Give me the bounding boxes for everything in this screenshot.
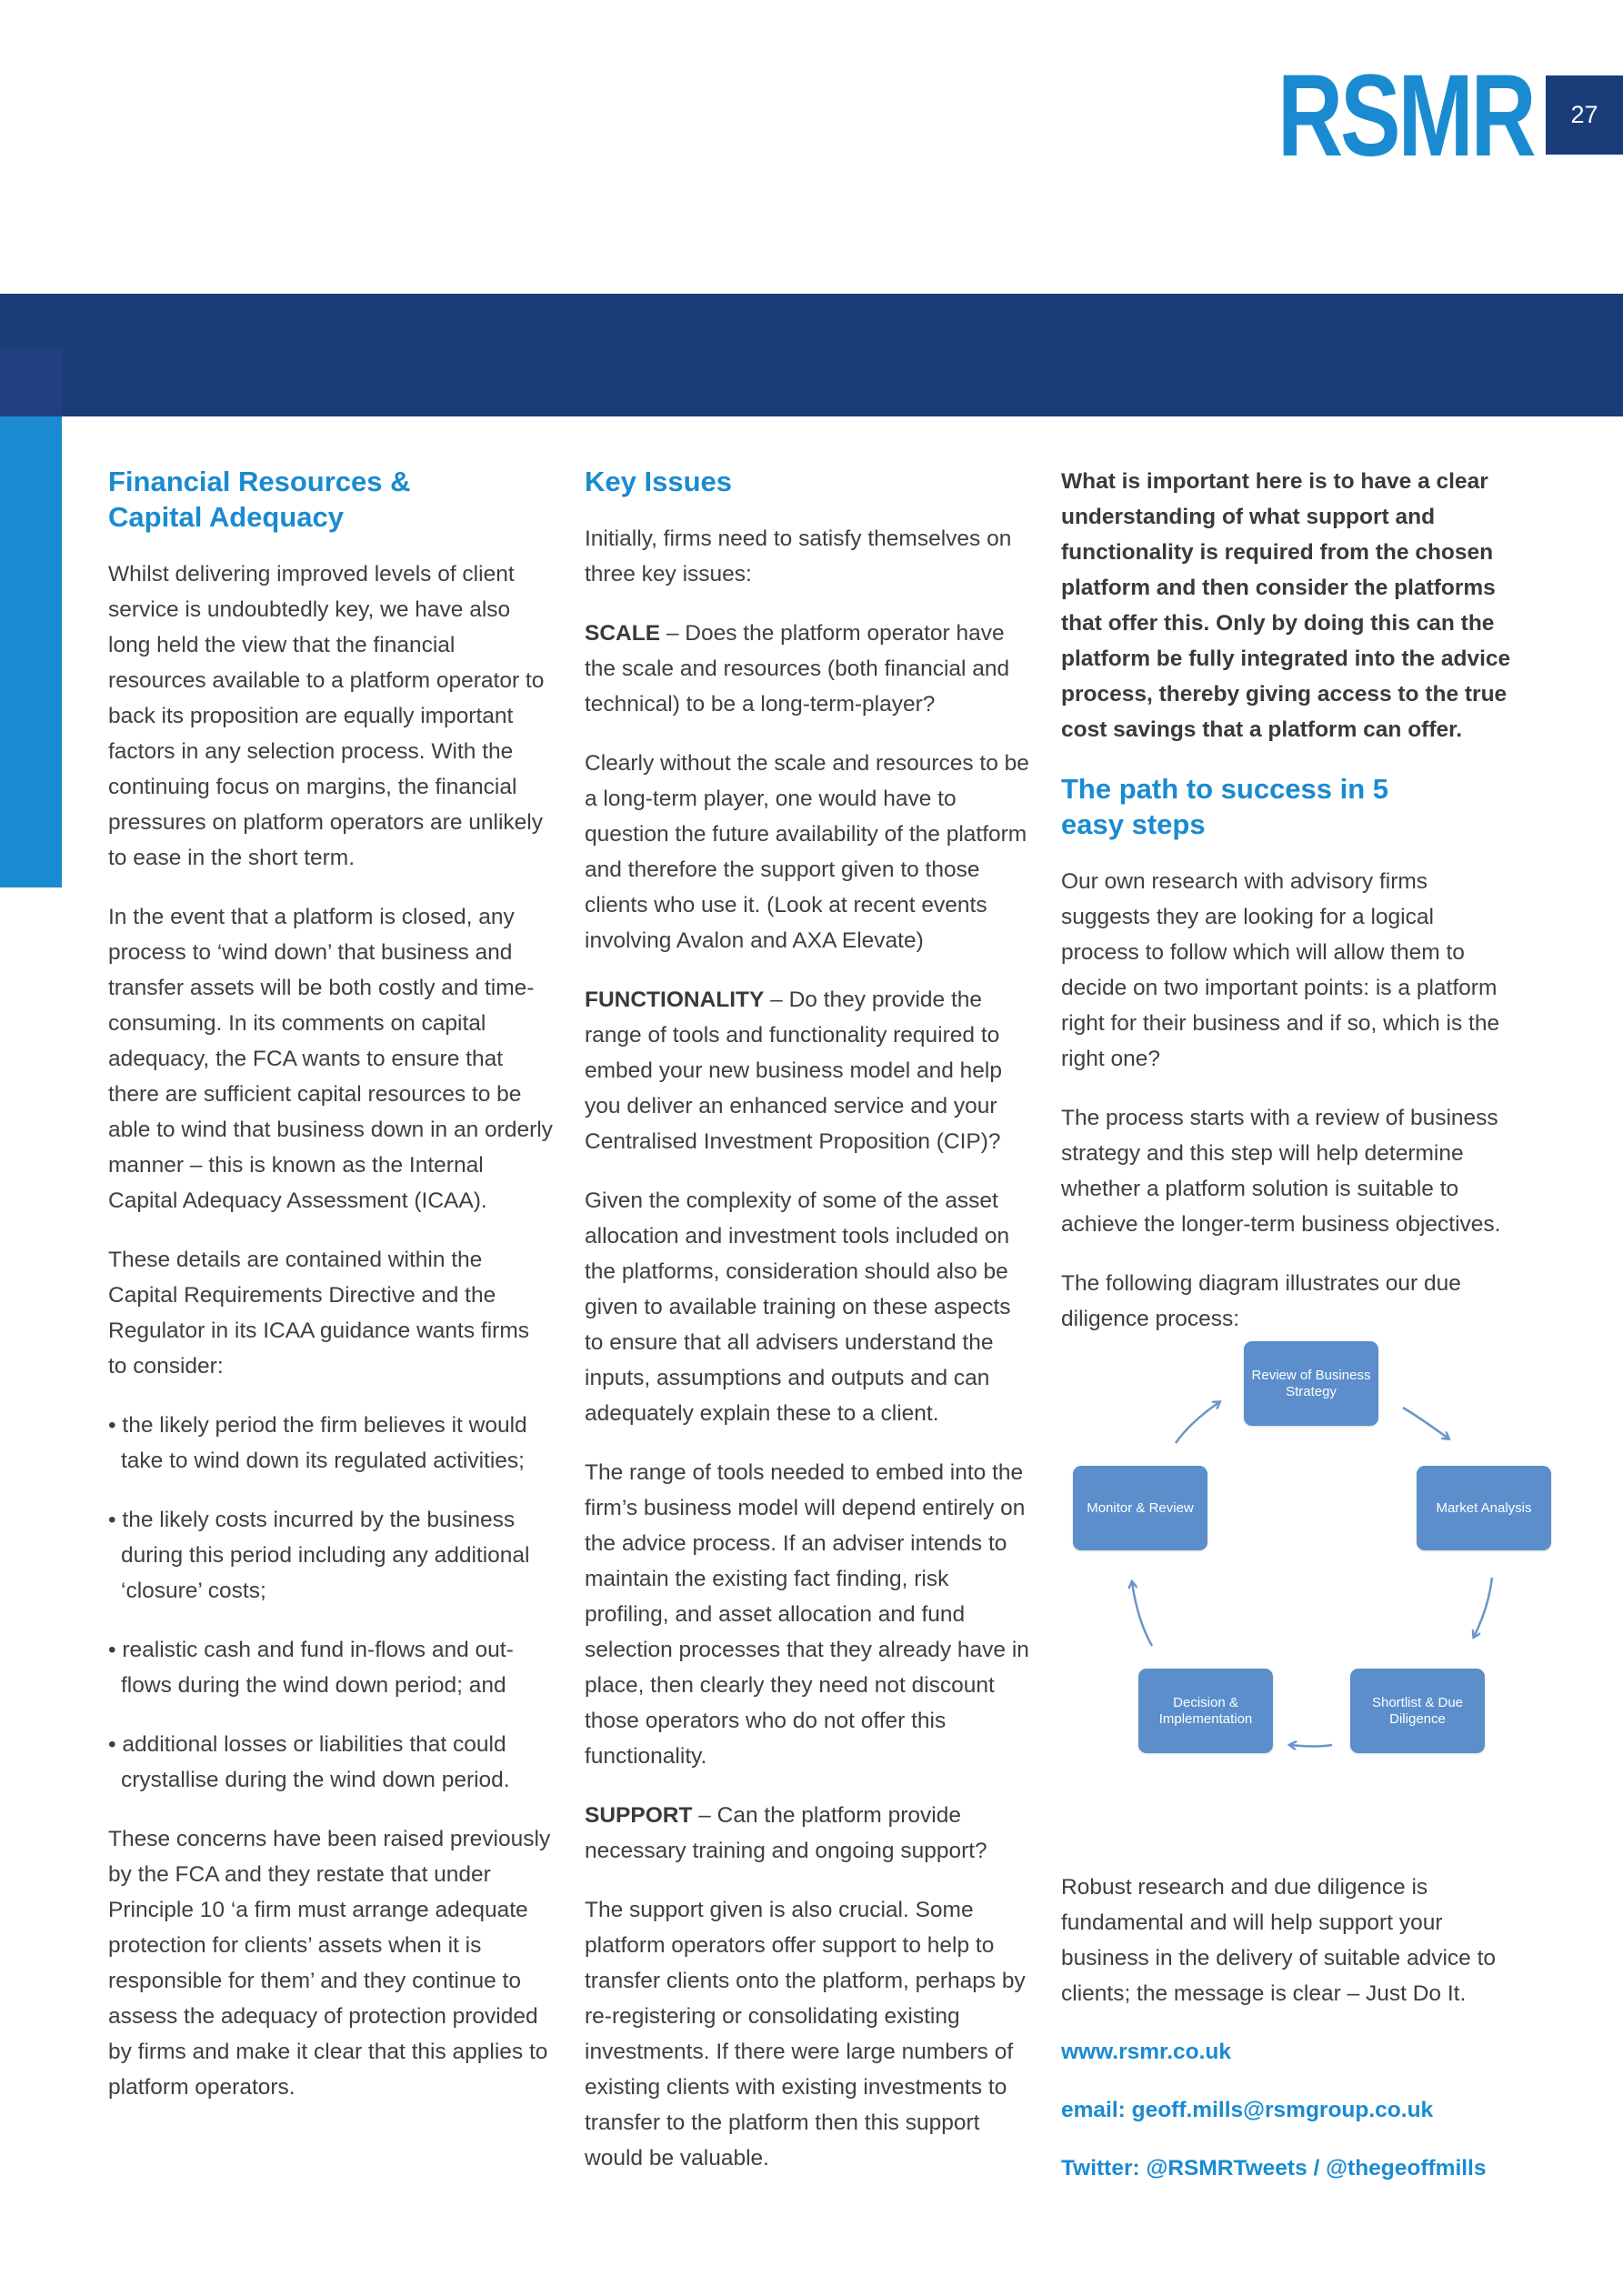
- scale-text: – Does the platform operator have the scale and resources (both financial and technical) to be a long-term-player?: [585, 621, 1010, 717]
- due-diligence-diagram: [1068, 1337, 1559, 1764]
- heading-line: Capital Adequacy: [108, 501, 344, 533]
- node-market-analysis: Market Analysis: [1417, 1466, 1551, 1550]
- functionality-text: – Do they provide the range of tools and functionality required to embed your new business model and help you deliver an enhanced service and your Centralised Investment Proposition (CIP)?: [585, 988, 1002, 1154]
- page-number: 27: [1546, 75, 1623, 155]
- support-label: SUPPORT: [585, 1803, 693, 1828]
- section-heading-financial-resources: [108, 464, 554, 535]
- header-banner: [0, 294, 1623, 416]
- paragraph: The range of tools needed to embed into the firm’s business model will depend entirely on the advice process. If an adviser intends to maintain the existing fact finding, risk profiling, and asset allocation and fund selection processes that they already have in place, then clearly they need not discount those operators who do not offer this functionality.: [585, 1460, 1029, 1769]
- paragraph: Initially, firms need to satisfy themselves on three key issues:: [585, 526, 1012, 587]
- paragraph: Robust research and due diligence is fundamental and will help support your business in the delivery of suitable advice to clients; the message is clear – Just Do It.: [1061, 1875, 1497, 2006]
- scale-label: SCALE: [585, 621, 661, 646]
- functionality-label: FUNCTIONALITY: [585, 988, 765, 1012]
- scale-paragraph: [585, 616, 1030, 722]
- node-decision-implementation: Decision & Implementation: [1138, 1669, 1273, 1753]
- banner-notch: [0, 348, 62, 416]
- paragraph: These details are contained within the Capital Requirements Directive and the Regulator in its ICAA guidance wants firms to consider:: [108, 1248, 529, 1379]
- paragraph: In the event that a platform is closed, any process to ‘wind down’ that business and transfer assets will be both costly and time-consuming. In its comments on capital adequacy, the FCA wants to ensure that there are sufficient capital resources to be able to wind that business down in an orderly manner – this is known as the Internal Capital Adequacy Assessment (ICAA).: [108, 905, 553, 1213]
- arrow-shortlist-to-decision: [1290, 1745, 1332, 1747]
- bullet-item: • the likely costs incurred by the business during this period including any additional ‘closure’ costs;: [108, 1508, 530, 1603]
- paragraph: The support given is also crucial. Some platform operators offer support to help to transfer clients onto the platform, perhaps by re-registering or consolidating existing investments. If there were large numbers of existing clients with existing investments to transfer to the platform then this support would be valuable.: [585, 1898, 1026, 2171]
- lead-paragraph: What is important here is to have a clear understanding of what support and functionality is required from the chosen platform and then consider the platforms that offer this. Only by doing this can the platform be fully integrated into the advice process, thereby giving access to the true cost savings that a platform can offer.: [1061, 469, 1511, 742]
- heading-line: easy steps: [1061, 808, 1206, 840]
- support-text: – Can the platform provide necessary training and ongoing support?: [585, 1803, 987, 1863]
- paragraph: The following diagram illustrates our due diligence process:: [1061, 1271, 1461, 1331]
- arrow-monitor-to-review: [1176, 1402, 1219, 1443]
- side-accent-bar: [0, 416, 62, 887]
- twitter-link[interactable]: Twitter: @RSMRTweets / @thegeoffmills: [1061, 2156, 1487, 2181]
- bullet-item: • realistic cash and fund in-flows and out-flows during the wind down period; and: [108, 1638, 514, 1698]
- website-link[interactable]: www.rsmr.co.uk: [1061, 2040, 1231, 2064]
- section-heading-path-to-success: [1061, 771, 1516, 842]
- column-key-issues: [585, 464, 1030, 2200]
- bullet-item: • additional losses or liabilities that could crystallise during the wind down period.: [108, 1732, 510, 1792]
- column-financial-resources: [108, 464, 554, 2129]
- heading-line: Financial Resources &: [108, 466, 411, 497]
- support-paragraph: [585, 1798, 1030, 1869]
- heading-line: The path to success in 5: [1061, 773, 1389, 805]
- node-shortlist-due-diligence: Shortlist & Due Diligence: [1350, 1669, 1485, 1753]
- arrow-market-to-shortlist: [1474, 1578, 1492, 1637]
- paragraph: Given the complexity of some of the asset allocation and investment tools included on the platforms, consideration should also be given to available training on these aspects to ensure that all advisers understand the inputs, assumptions and outputs and can adequately explain these to a client.: [585, 1188, 1011, 1426]
- paragraph: Whilst delivering improved levels of client service is undoubtedly key, we have also long held the view that the financial resources available to a platform operator to back its proposition are equally important factors in any selection process. With the continuing focus on margins, the financial pressures on platform operators are unlikely to ease in the short term.: [108, 562, 545, 870]
- functionality-paragraph: [585, 982, 1030, 1159]
- paragraph: Clearly without the scale and resources to be a long-term player, one would have to question the future availability of the platform and therefore the support given to those clients who use it. (Look at recent events involving Avalon and AXA Elevate): [585, 751, 1029, 953]
- email-link[interactable]: email: geoff.mills@rsmgroup.co.uk: [1061, 2098, 1434, 2122]
- paragraph: Our own research with advisory firms suggests they are looking for a logical process to follow which will allow them to decide on two important points: is a platform right for their business and if so, which is the right one?: [1061, 869, 1500, 1071]
- bullet-item: • the likely period the firm believes it would take to wind down its regulated activities;: [108, 1413, 527, 1473]
- arrow-decision-to-monitor: [1132, 1582, 1152, 1646]
- paragraph: The process starts with a review of business strategy and this step will help determine whether a platform solution is suitable to achieve the longer-term business objectives.: [1061, 1106, 1501, 1237]
- node-review-business-strategy: Review of Business Strategy: [1244, 1341, 1378, 1426]
- paragraph: These concerns have been raised previously by the FCA and they restate that under Principle 10 ‘a firm must arrange adequate protection for clients’ assets when it is responsible for them’ and they continue to assess the adequacy of protection provided by firms and make it clear that this applies to platform operators.: [108, 1827, 551, 2100]
- rsmr-logo: RSMR: [1277, 51, 1534, 181]
- node-monitor-review: Monitor & Review: [1073, 1466, 1207, 1550]
- section-heading-key-issues: Key Issues: [585, 466, 732, 497]
- arrow-review-to-market: [1403, 1408, 1448, 1439]
